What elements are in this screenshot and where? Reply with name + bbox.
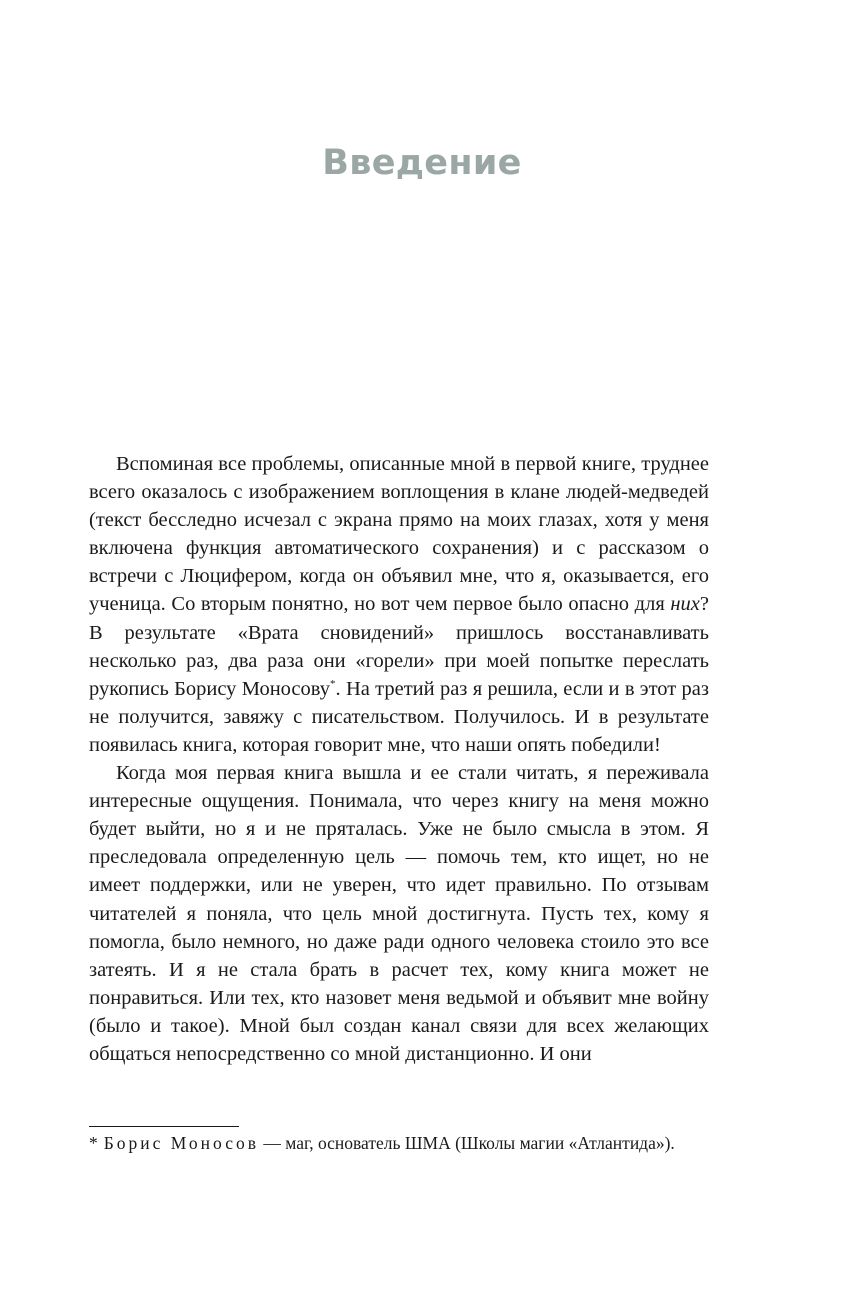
paragraph-1-text-start: Вспоминая все проблемы, описанные мной в первой книге, труднее всего оказалось с изображением воплощения в клане людей-медведей (текст бесследно исчезал с экрана прямо на моих глазах, хотя у меня включена функция автоматического сохранения) и с рассказом о встречи с Люцифером, когда он объявил мне, что я, оказывается, его ученица. Со вторым понятно, но вот чем первое было опасно для xyxy=(89,453,709,616)
footnote-separator xyxy=(89,1126,239,1127)
emphasized-word: них xyxy=(670,593,700,616)
footnote-text: — маг, основатель ШМА (Школы магии «Атлантида»). xyxy=(259,1133,675,1153)
footnote-person-name: Борис Моносов xyxy=(103,1133,260,1153)
paragraph-1-text-end: . На третий раз я решила, если и в этот раз не получится, завяжу с писательством. Получилось. И в результате появилась книга, которая говорит мне, что наши опять победили! xyxy=(89,677,709,756)
footnote xyxy=(89,1131,709,1156)
chapter-title: Введение xyxy=(322,143,522,183)
paragraph-2: Когда моя первая книга вышла и ее стали читать, я переживала интересные ощущения. Понимала, что через книгу на меня можно будет выйти, но я и не пряталась. Уже не было смысла в этом. Я преследовала определенную цель — помочь тем, кто ищет, но не имеет поддержки, или не уверен, что идет правильно. По отзывам читателей я поняла, что цель мной достигнута. Пусть тех, кому я помогла, было немного, но даже ради одного человека стоило это все затеять. И я не стала брать в расчет тех, кому книга может не понравиться. Или тех, кто назовет меня ведьмой и объявит мне войну (было и такое). Мной был создан канал связи для всех желающих общаться непосредственно со мной дистанционно. И они xyxy=(89,762,709,1065)
footnote-marker: * xyxy=(89,1133,98,1153)
chapter-body xyxy=(89,450,709,1068)
paragraph-1 xyxy=(89,450,709,759)
footnote-reference: * xyxy=(330,677,336,690)
paragraph-1-text-middle: ? В результате «Врата сновидений» пришлось восстанавливать несколько раз, два раза они «горели» при моей попытке переслать рукопись Борису Моносову xyxy=(89,593,709,700)
